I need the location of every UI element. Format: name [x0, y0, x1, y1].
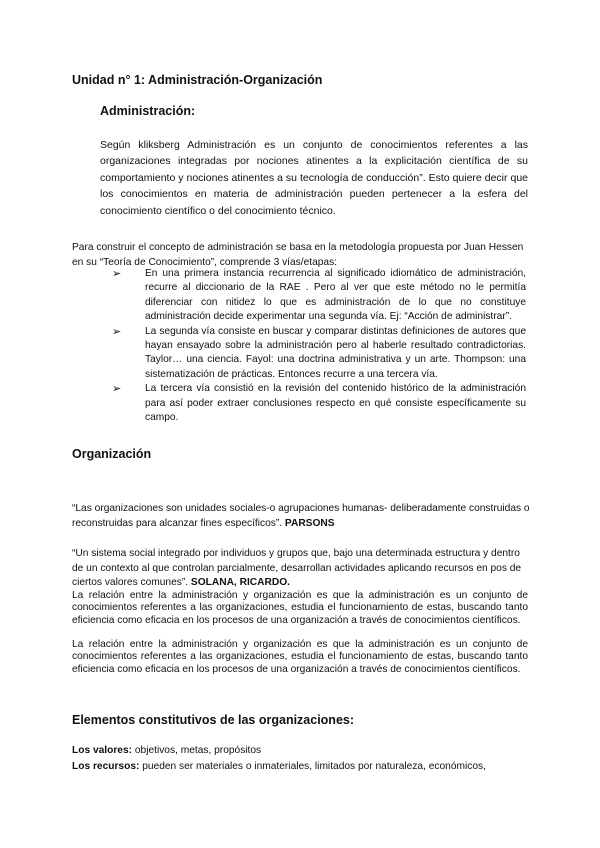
administracion-heading: Administración: [100, 104, 196, 118]
quote-author: SOLANA, RICARDO. [190, 577, 290, 589]
item-label: Los recursos: [72, 761, 140, 772]
arrow-bullet-icon: ➢ [112, 268, 122, 280]
resources-item [72, 760, 486, 774]
stage-text: La segunda vía consiste en buscar y comparar distintas definiciones de autores que hayan ensayado sobre la administración pero al haberle resultado contradictorias. Taylor… una ciencia. Fayol: una doctrina administrativa y un arte. Thompson: una sistematización de prácticas. Entonces recurre a una tercera vía. [145, 325, 526, 380]
organizacion-heading: Organización [72, 447, 152, 461]
stage-text: La tercera vía consistió en la revisión del contenido histórico de la administración para así poder extraer conclusiones respecto en qué consiste específicamente su campo. [145, 383, 526, 424]
elements-heading: Elementos constitutivos de las organizaciones: [72, 713, 355, 727]
list-item [112, 325, 526, 383]
administracion-definition-paragraph: Según kliksberg Administración es un conjunto de conocimientos referentes a las organizaciones integradas por nociones atinentes a la explicitación científica de su comportamiento y nociones atinentes a su tecnología de conducción”. Esto quiere decir que los conocimientos en materia de administración pueden pertenecer a la esfera del conocimiento científico o del conocimiento técnico. [100, 139, 528, 217]
relation-paragraph: La relación entre la administración y organización es que la administración es un conjunto de conocimientos referentes a las organizaciones, estudia el funcionamiento de estas, buscando tanto eficiencia como eficacia en los procesos de una organización a través de conocimientos científicos. [72, 590, 528, 626]
stages-list [112, 267, 526, 425]
values-item [72, 744, 261, 758]
list-item [112, 382, 526, 425]
parsons-quote [72, 502, 532, 531]
unit-title: Unidad n° 1: Administración-Organización [72, 73, 323, 87]
quote-text: “Un sistema social integrado por individuos y grupos que, bajo una determinada estructura y dentro de un contexto al que controlan parcialmente, desarrollan actividades aplicando recursos en pos de ciertos valores comunes”. [72, 548, 522, 589]
stage-text: En una primera instancia recurrencia al significado idiomático de administración, recurre al diccionario de la RAE . Pero al ver que este método no le permitía diferenciar con nitidez lo que es administración de lo que no constituye administración decide experimentar una segunda vía. Ej: “Acción de administrar”. [145, 268, 526, 323]
item-label: Los valores: [72, 745, 133, 756]
item-text: pueden ser materiales o inmateriales, limitados por naturaleza, económicos, [139, 761, 486, 772]
quote-text: “Las organizaciones son unidades sociales-o agrupaciones humanas- deliberadamente construidas o reconstruidas para alcanzar fines específicos”. [72, 503, 530, 529]
arrow-bullet-icon: ➢ [112, 325, 122, 338]
relation-paragraph: La relación entre la administración y organización es que la administración es un conjunto de conocimientos referentes a las organizaciones, estudia el funcionamiento de estas, buscando tanto eficiencia como eficacia en los procesos de una organización a través de conocimientos científicos. [72, 639, 528, 675]
quote-author: PARSONS [284, 517, 335, 529]
methodology-intro: Para construir el concepto de administración se basa en la metodología propuesta por Juan Hessen en su “Teoría de Conocimiento”, comprende 3 vías/etapas: [72, 242, 524, 268]
item-text: objetivos, metas, propósitos [132, 745, 262, 756]
list-item [112, 267, 526, 325]
solana-quote [72, 547, 532, 591]
arrow-bullet-icon: ➢ [112, 383, 122, 396]
